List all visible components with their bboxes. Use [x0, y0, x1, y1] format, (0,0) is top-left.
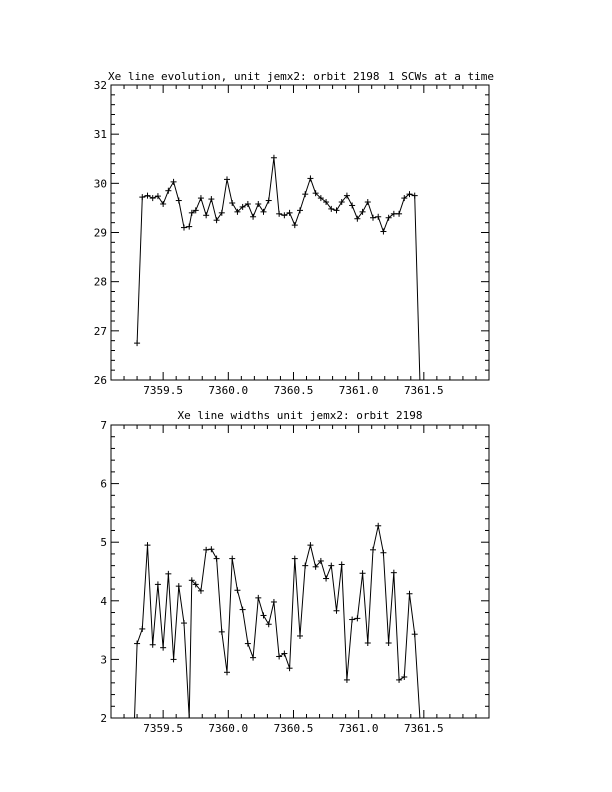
data-point [208, 546, 214, 552]
data-point [266, 198, 272, 204]
data-point [203, 547, 209, 553]
data-point [134, 641, 140, 647]
data-point [333, 608, 339, 614]
data-point [245, 641, 251, 647]
data-point [271, 599, 277, 605]
data-point [328, 563, 334, 569]
y-tick-label: 6 [100, 477, 107, 491]
data-point [287, 210, 293, 216]
data-point [271, 155, 277, 161]
data-point [224, 176, 230, 182]
data-point [261, 209, 267, 215]
data-point [165, 571, 171, 577]
x-tick-label: 7361.0 [338, 722, 379, 735]
data-point [155, 581, 161, 587]
x-tick-label: 7361.0 [338, 384, 379, 397]
data-point [219, 629, 225, 635]
data-point [375, 214, 381, 220]
data-point [229, 200, 235, 206]
y-tick-label: 2 [100, 712, 107, 725]
data-point [307, 175, 313, 181]
data-point [302, 563, 308, 569]
data-point [412, 193, 418, 199]
data-point [255, 595, 261, 601]
x-tick-label: 7360.0 [208, 722, 249, 735]
data-point [134, 340, 140, 346]
chart-subtitle: 1 SCWs at a time [388, 70, 494, 83]
data-point [229, 556, 235, 562]
y-tick-label: 4 [100, 594, 107, 608]
evolution-chart [94, 70, 494, 397]
data-point [287, 665, 293, 671]
x-tick-label: 7361.5 [403, 384, 444, 397]
data-point [198, 195, 204, 201]
y-tick-label: 30 [93, 177, 107, 191]
data-point [391, 570, 397, 576]
data-point [302, 191, 308, 197]
data-point [349, 617, 355, 623]
data-point [234, 587, 240, 593]
data-point [281, 212, 287, 218]
y-tick-label: 7 [100, 419, 107, 432]
series-line [135, 526, 420, 718]
data-point [339, 561, 345, 567]
data-point [365, 199, 371, 205]
data-point [171, 179, 177, 185]
data-point [406, 591, 412, 597]
x-tick-label: 7359.5 [143, 722, 184, 735]
data-point [181, 620, 187, 626]
x-tick-label: 7360.0 [208, 384, 249, 397]
data-point [297, 633, 303, 639]
data-point [155, 193, 161, 199]
data-point [412, 631, 418, 637]
data-point [224, 669, 230, 675]
data-point [255, 201, 261, 207]
y-tick-label: 31 [93, 128, 107, 142]
data-point [250, 214, 256, 220]
y-tick-label: 5 [100, 536, 107, 550]
data-point [160, 645, 166, 651]
data-point [165, 188, 171, 194]
y-tick-label: 32 [93, 79, 107, 92]
y-tick-label: 29 [93, 226, 107, 240]
data-point [186, 224, 192, 230]
data-point [370, 547, 376, 553]
data-point [160, 201, 166, 207]
data-point [349, 202, 355, 208]
data-point [240, 607, 246, 613]
data-point [214, 556, 220, 562]
data-point [150, 195, 156, 201]
data-point [181, 225, 187, 231]
data-point [250, 655, 256, 661]
data-point [203, 212, 209, 218]
chart-title: Xe line widths unit jemx2: orbit 2198 [177, 409, 423, 422]
x-tick-label: 7359.5 [143, 384, 184, 397]
data-point [354, 615, 360, 621]
data-point [139, 626, 145, 632]
data-point [144, 193, 150, 199]
data-point [171, 656, 177, 662]
widths-chart [100, 409, 489, 735]
data-point [360, 570, 366, 576]
y-tick-label: 26 [93, 374, 107, 387]
series-line [137, 158, 420, 380]
x-tick-label: 7360.5 [273, 722, 314, 735]
data-point [208, 196, 214, 202]
data-point [380, 229, 386, 235]
y-tick-label: 27 [93, 324, 107, 338]
data-point [333, 207, 339, 213]
x-tick-label: 7360.5 [273, 384, 314, 397]
data-point [150, 642, 156, 648]
plot-frame [111, 85, 489, 380]
data-point [144, 542, 150, 548]
data-point [276, 653, 282, 659]
data-point [375, 523, 381, 529]
chart-title: Xe line evolution, unit jemx2: orbit 2198 [108, 70, 380, 83]
data-point [176, 198, 182, 204]
data-point [396, 677, 402, 683]
data-point [292, 222, 298, 228]
y-tick-label: 3 [100, 653, 107, 667]
data-point [266, 621, 272, 627]
y-tick-label: 28 [93, 275, 107, 289]
data-point [396, 211, 402, 217]
data-point [245, 201, 251, 207]
data-point [297, 207, 303, 213]
data-point [344, 677, 350, 683]
data-point [323, 576, 329, 582]
data-point [281, 651, 287, 657]
data-point [139, 194, 145, 200]
data-point [370, 215, 376, 221]
plot-frame [111, 425, 489, 718]
data-point [401, 674, 407, 680]
data-point [386, 640, 392, 646]
data-point [276, 211, 282, 217]
data-point [380, 550, 386, 556]
data-point [292, 556, 298, 562]
data-point [261, 612, 267, 618]
data-point [307, 542, 313, 548]
data-point [365, 640, 371, 646]
data-point [176, 583, 182, 589]
x-tick-label: 7361.5 [403, 722, 444, 735]
